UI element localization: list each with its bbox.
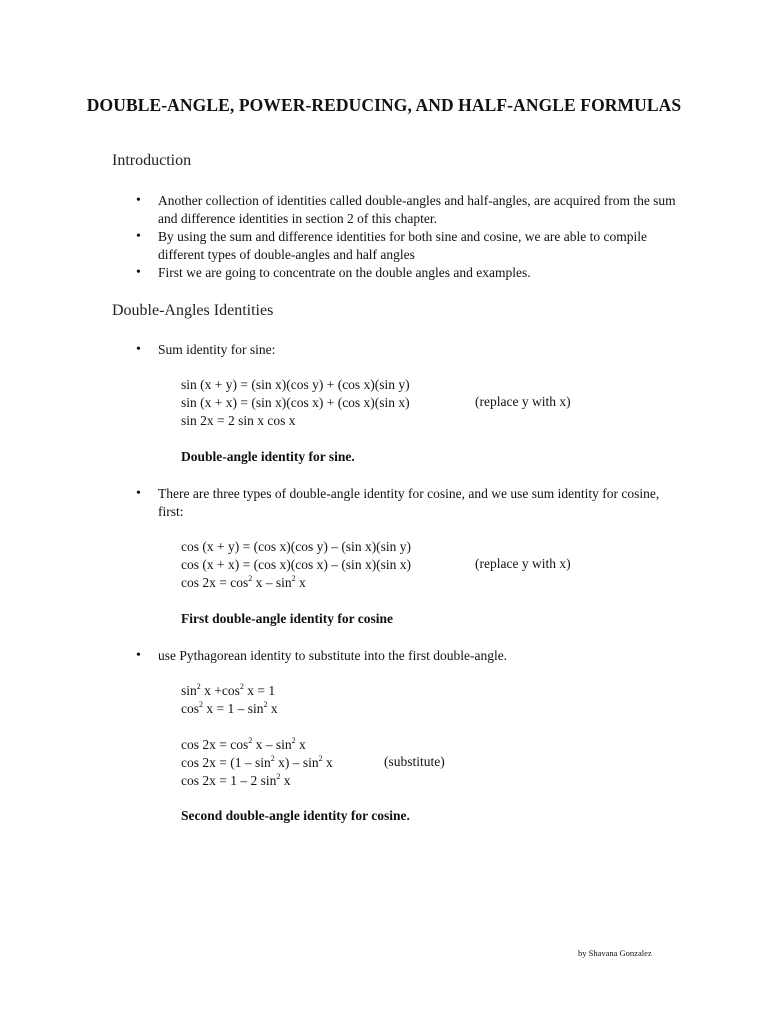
equation-note: (replace y with x) xyxy=(475,556,571,571)
list-item: • By using the sum and difference identities for both sine and cosine, we are able to compile different types of double-angles and half angles xyxy=(136,228,676,264)
equation-line: sin 2x = 2 sin x cos x xyxy=(181,413,296,428)
equation-line: $\cos^2 x = 1 - \sin^2 x$ xyxy=(181,700,278,716)
sine-list xyxy=(136,341,676,359)
list-item: • use Pythagorean identity to substitute into the first double-angle. xyxy=(136,647,676,665)
equation-line: sin (x + x) = (sin x)(cos x) + (cos x)(sin x) xyxy=(181,395,410,410)
equation-line: $\cos 2x = \cos^2 x - \sin^2 x$ xyxy=(181,574,306,590)
identity-label: Second double-angle identity for cosine. xyxy=(181,808,410,823)
equation-note: (replace y with x) xyxy=(475,394,571,409)
list-item: • Another collection of identities called double-angles and half-angles, are acquired from the sum and difference identities in section 2 of this chapter. xyxy=(136,192,676,228)
list-item: • Sum identity for sine: xyxy=(136,341,676,359)
identity-label: Double-angle identity for sine. xyxy=(181,449,355,464)
double-angles-heading: Double-Angles Identities xyxy=(112,302,274,319)
introduction-heading: Introduction xyxy=(112,152,192,169)
list-item: • First we are going to concentrate on the double angles and examples. xyxy=(136,264,676,282)
equation-line: cos 2x = 1 – 2 $\sin^2 x$ xyxy=(181,772,291,788)
equation-line: cos (x + y) = (cos x)(cos y) – (sin x)(sin y) xyxy=(181,539,412,554)
equation-note: (substitute) xyxy=(384,754,445,769)
equation-line: $\cos 2x = \cos^2 x - \sin^2 x$ xyxy=(181,736,306,752)
cosine-second-list xyxy=(136,647,676,665)
list-item: • There are three types of double-angle identity for cosine, and we use sum identity for cosine, first: xyxy=(136,485,676,521)
cosine-first-list xyxy=(136,485,676,521)
equation-line: sin (x + y) = (sin x)(cos y) + (cos x)(sin y) xyxy=(181,377,410,392)
identity-label: First double-angle identity for cosine xyxy=(181,611,393,626)
page-title: DOUBLE-ANGLE, POWER-REDUCING, AND HALF-ANGLE FORMULAS xyxy=(86,95,682,115)
equation-line: cos (x + x) = (cos x)(cos x) – (sin x)(sin x) xyxy=(181,557,412,572)
equation-line: $\sin^2 x +\cos^2$ x = 1 xyxy=(181,682,276,698)
introduction-list xyxy=(136,192,676,282)
author-footer: by Shavana Gonzalez xyxy=(578,948,652,958)
equation-line: $\cos 2x = (1 - \sin^2 x) - \sin^2 x$ xyxy=(181,754,333,770)
